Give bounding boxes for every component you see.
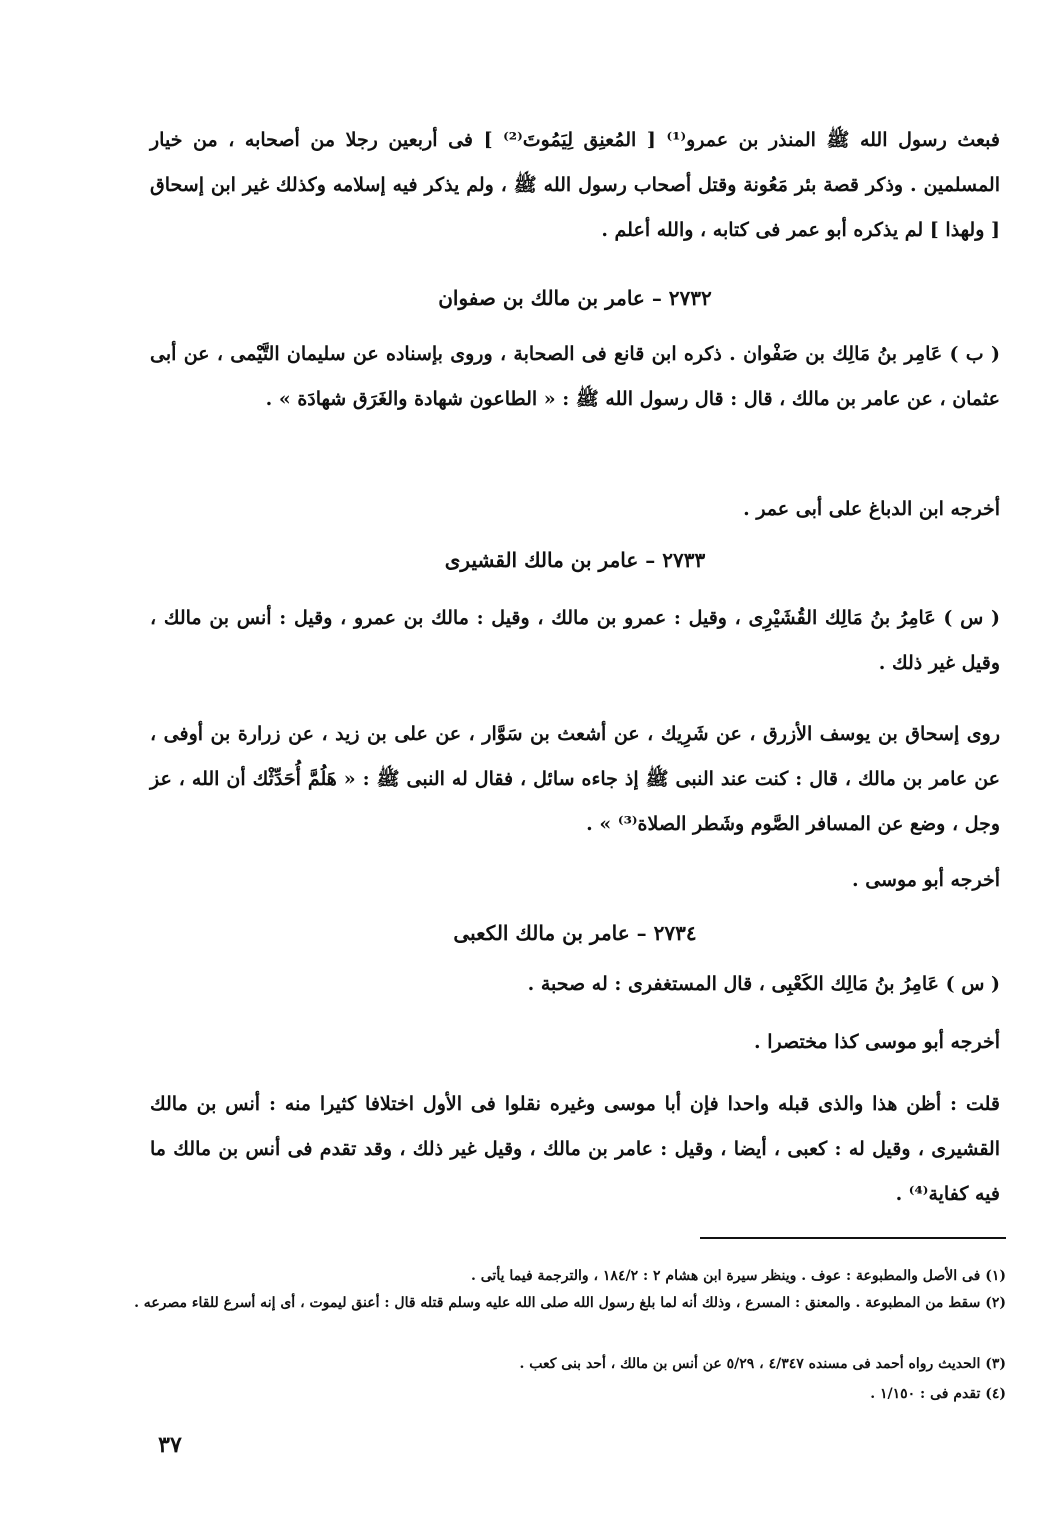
paragraph-entry-2734: ( س ) عَامِرُ بنُ مَالِك الكَعْبِى ، قال المستغفرى : له صحبة . — [527, 973, 1000, 995]
paragraph-source-2733: أخرجه أبو موسى . — [851, 869, 1000, 891]
paragraph-source-2734: أخرجه أبو موسى كذا مختصرا . — [754, 1031, 1000, 1053]
footnote-2: (٢) سقط من المطبوعة . والمعنق : المسرع ، وذلك أنه لما بلغ رسول الله صلى الله عليه وسلم قتله قال : أعنق ليموت ، أى إنه أسرع للقاء مصرعه . — [134, 1295, 1006, 1311]
footnote-4: (٤) تقدم فى : ١/١٥٠ . — [870, 1386, 1006, 1402]
paragraph-entry-2733: ( س ) عَامِرُ بنُ مَالِك القُشَيْرِى ، وقيل : عمرو بن مالك ، وقيل : مالك بن عمرو ، وقيل : أنس بن مالك ، وقيل غير ذلك . — [150, 607, 1000, 674]
paragraph-commentary: قلت : أظن هذا والذى قبله واحدا فإن أبا موسى وغيره نقلوا فى الأول اختلافا كثيرا منه : أنس بن مالك القشيرى ، وقيل له : كعبى ، أيضا ، وقيل : عامر بن مالك ، وقيل غير ذلك ، وقد تقدم فى أنس بن مالك ما فيه كفاية⁽⁴⁾ . — [150, 1093, 1000, 1205]
paragraph-entry-2732: ( ب ) عَامِر بنُ مَالِك بن صَفْوان . ذكره ابن قانع فى الصحابة ، وروى بإسناده عن سليمان التَّيْمى ، عن أبى عثمان ، عن عامر بن مالك ، قال : قال رسول الله ﷺ : « الطاعون شهادة والغَرَق شهادَة » . — [150, 343, 1000, 410]
paragraph-intro: فبعث رسول الله ﷺ المنذر بن عمرو⁽¹⁾ [ المُعنِق لِيَمُوتَ⁽²⁾ ] فى أربعين رجلا من أصحابه ، من خيار المسلمين . وذكر قصة بئر مَعُونة وقتل أصحاب رسول الله ﷺ ، ولم يذكر فيه إسلامه وكذلك غير ابن إسحاق [ ولهذا ] لم يذكره أبو عمر فى كتابه ، والله أعلم . — [150, 129, 1000, 241]
entry-heading-2733: ٢٧٣٣ – عامر بن مالك القشيرى — [444, 548, 706, 572]
footnote-1: (١) فى الأصل والمطبوعة : عوف . وينظر سيرة ابن هشام ٢ : ١٨٤/٢ ، والترجمة فيما يأتى . — [471, 1268, 1006, 1284]
paragraph-source-2732: أخرجه ابن الدباغ على أبى عمر . — [743, 498, 1000, 520]
entry-heading-2732: ٢٧٣٢ – عامر بن مالك بن صفوان — [438, 286, 712, 310]
page-number: ٣٧ — [158, 1432, 182, 1458]
paragraph-hadith-2733: روى إسحاق بن يوسف الأزرق ، عن شَرِيك ، عن أشعث بن سَوَّار ، عن على بن زيد ، عن زرارة بن أوفى ، عن عامر بن مالك ، قال : كنت عند النبى ﷺ إذ جاءه سائل ، فقال له النبى ﷺ : « هَلُمَّ أُحَدِّثْك أن الله ، عز وجل ، وضع عن المسافر الصَّوم وشَطر الصلاة⁽³⁾ » . — [150, 723, 1000, 835]
footnote-divider — [700, 1237, 1006, 1239]
entry-heading-2734: ٢٧٣٤ – عامر بن مالك الكعبى — [453, 921, 697, 945]
footnote-3: (٣) الحديث رواه أحمد فى مسنده ٤/٣٤٧ ، ٥/٢٩ عن أنس بن مالك ، أحد بنى كعب . — [519, 1356, 1006, 1372]
